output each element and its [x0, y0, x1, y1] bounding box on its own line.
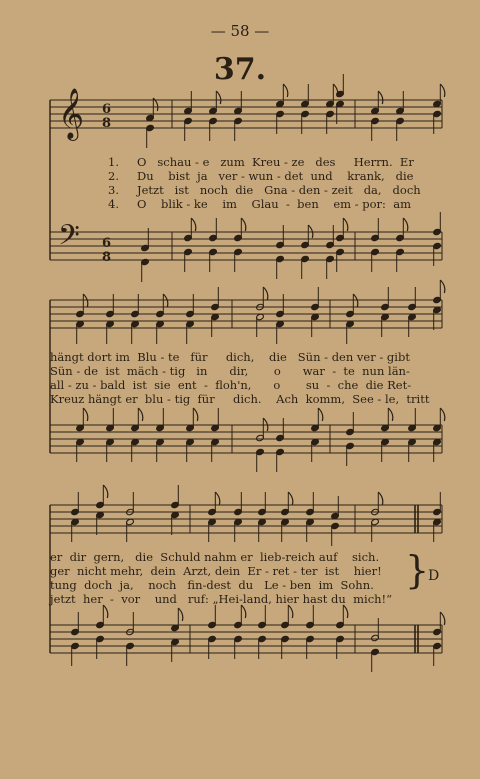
verse-number: 3.	[108, 183, 119, 197]
lyric-line: ger nicht mehr, dein Arzt, dein Er - ret - ter ist hier!	[50, 564, 382, 578]
note-flag	[241, 605, 246, 618]
note-flag	[440, 84, 445, 97]
verse-number: 4.	[108, 197, 119, 211]
note-flag	[403, 218, 408, 231]
note-flag	[343, 218, 348, 231]
hymn-number: 37.	[213, 52, 267, 87]
note-flag	[353, 294, 358, 307]
note-flag	[378, 91, 383, 104]
lyric-line: er dir gern, die Schuld nahm er lieb-reich auf sich.	[50, 550, 380, 564]
time-sig-top: 6	[102, 102, 112, 117]
verse-number: 1.	[108, 155, 119, 169]
bass-time-sig-bottom: 8	[102, 250, 112, 265]
lyric-line: Du bist ja ver - wun - det und krank, die	[137, 169, 414, 183]
lyric-line: O schau - e zum Kreu - ze des Herrn. Er	[137, 155, 414, 169]
note-flag	[163, 294, 168, 307]
note-flag	[83, 408, 88, 421]
page-number: — 58 —	[210, 22, 270, 40]
note-flag	[308, 225, 313, 238]
lyric-line: O blik - ke im Glau - ben em - por: am	[137, 197, 412, 211]
note-flag	[318, 408, 323, 421]
lyric-line: Sün - de ist mäch - tig in dir, o war - te nun län-	[50, 364, 410, 378]
note-flag	[83, 294, 88, 307]
note-flag	[215, 492, 220, 505]
note-flag	[193, 408, 198, 421]
d-capo-mark: D	[428, 568, 440, 584]
lyric-line: Kreuz hängt er blu - tig für dich. Ach komm, See - le, tritt	[50, 392, 430, 406]
lyric-line: all - zu - bald ist sie ent - floh'n, o su - che die Ret-	[50, 378, 412, 392]
note-flag	[103, 485, 108, 498]
note-flag	[138, 408, 143, 421]
note-flag	[440, 280, 445, 293]
lyric-line: hängt dort im Blu - te für dich, die Sün - den ver - gibt	[50, 350, 410, 364]
note-flag	[343, 605, 348, 618]
lyric-line: tung doch ja, noch fin-dest du Le - ben im Sohn.	[50, 578, 374, 592]
note-flag	[440, 408, 445, 421]
note-flag	[388, 408, 393, 421]
note-flag	[440, 612, 445, 625]
note-flag	[283, 84, 288, 97]
note-flag	[241, 218, 246, 231]
time-sig-bottom: 8	[102, 116, 112, 131]
lyric-line: jetzt her - vor und ruf: „Hei-land, hier hast du mich!“	[50, 592, 393, 606]
note-flag	[191, 218, 196, 231]
note-flag	[263, 418, 268, 431]
lyric-line: Jetzt ist noch die Gna - den - zeit da, doch	[137, 183, 421, 197]
treble-clef-icon: 𝄞	[58, 88, 85, 139]
bass-time-sig-top: 6	[102, 236, 112, 251]
note-flag	[263, 287, 268, 300]
note-flag	[288, 492, 293, 505]
verse-brace: }	[405, 548, 430, 592]
note-flag	[103, 605, 108, 618]
note-flag	[178, 608, 183, 621]
verse-number: 2.	[108, 169, 119, 183]
bass-clef-icon: 𝄢	[58, 219, 80, 259]
note-flag	[378, 492, 383, 505]
note-flag	[216, 91, 221, 104]
note-flag	[288, 605, 293, 618]
